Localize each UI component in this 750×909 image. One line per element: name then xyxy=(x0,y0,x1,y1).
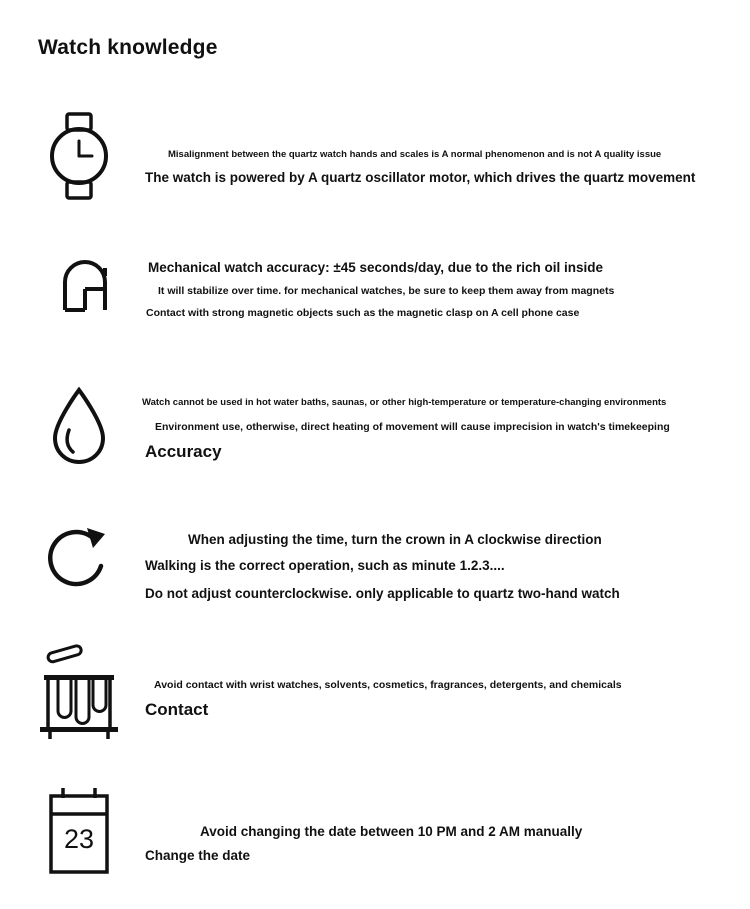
text-line: Environment use, otherwise, direct heating of movement will cause imprecision in watch's timekeeping xyxy=(155,421,670,433)
text-line: Mechanical watch accuracy: ±45 seconds/day, due to the rich oil inside xyxy=(148,260,604,275)
text-line: Change the date xyxy=(145,848,251,863)
wristwatch-icon xyxy=(36,110,122,202)
water-drop-icon xyxy=(36,382,122,474)
text-line: Avoid contact with wrist watches, solvents, cosmetics, fragrances, detergents, and chemicals xyxy=(154,679,622,691)
section-heading: Contact xyxy=(145,700,209,719)
text-line: Do not adjust counterclockwise. only applicable to quartz two-hand watch xyxy=(145,586,620,601)
clockwise-arrow-icon xyxy=(36,518,122,610)
calendar-day-number: 23 xyxy=(63,824,95,854)
section-heading: Accuracy xyxy=(145,442,222,461)
text-line: Watch cannot be used in hot water baths, saunas, or other high-temperature or temperature-changing environments xyxy=(142,397,667,408)
page-title: Watch knowledge xyxy=(38,36,218,59)
text-line: Walking is the correct operation, such as minute 1.2.3.... xyxy=(145,558,505,573)
magnet-icon xyxy=(36,248,122,340)
text-line: It will stabilize over time. for mechanical watches, be sure to keep them away from magnets xyxy=(158,285,615,297)
calendar-icon xyxy=(36,790,122,882)
test-tube-rack-icon xyxy=(36,648,122,740)
text-line: Avoid changing the date between 10 PM and 2 AM manually xyxy=(200,824,583,839)
text-line: The watch is powered by A quartz oscillator motor, which drives the quartz movement xyxy=(145,170,696,185)
text-line: When adjusting the time, turn the crown in A clockwise direction xyxy=(188,532,602,547)
text-line: Misalignment between the quartz watch hands and scales is A normal phenomenon and is not A quality issue xyxy=(168,149,662,160)
text-line: Contact with strong magnetic objects such as the magnetic clasp on A cell phone case xyxy=(146,307,580,319)
